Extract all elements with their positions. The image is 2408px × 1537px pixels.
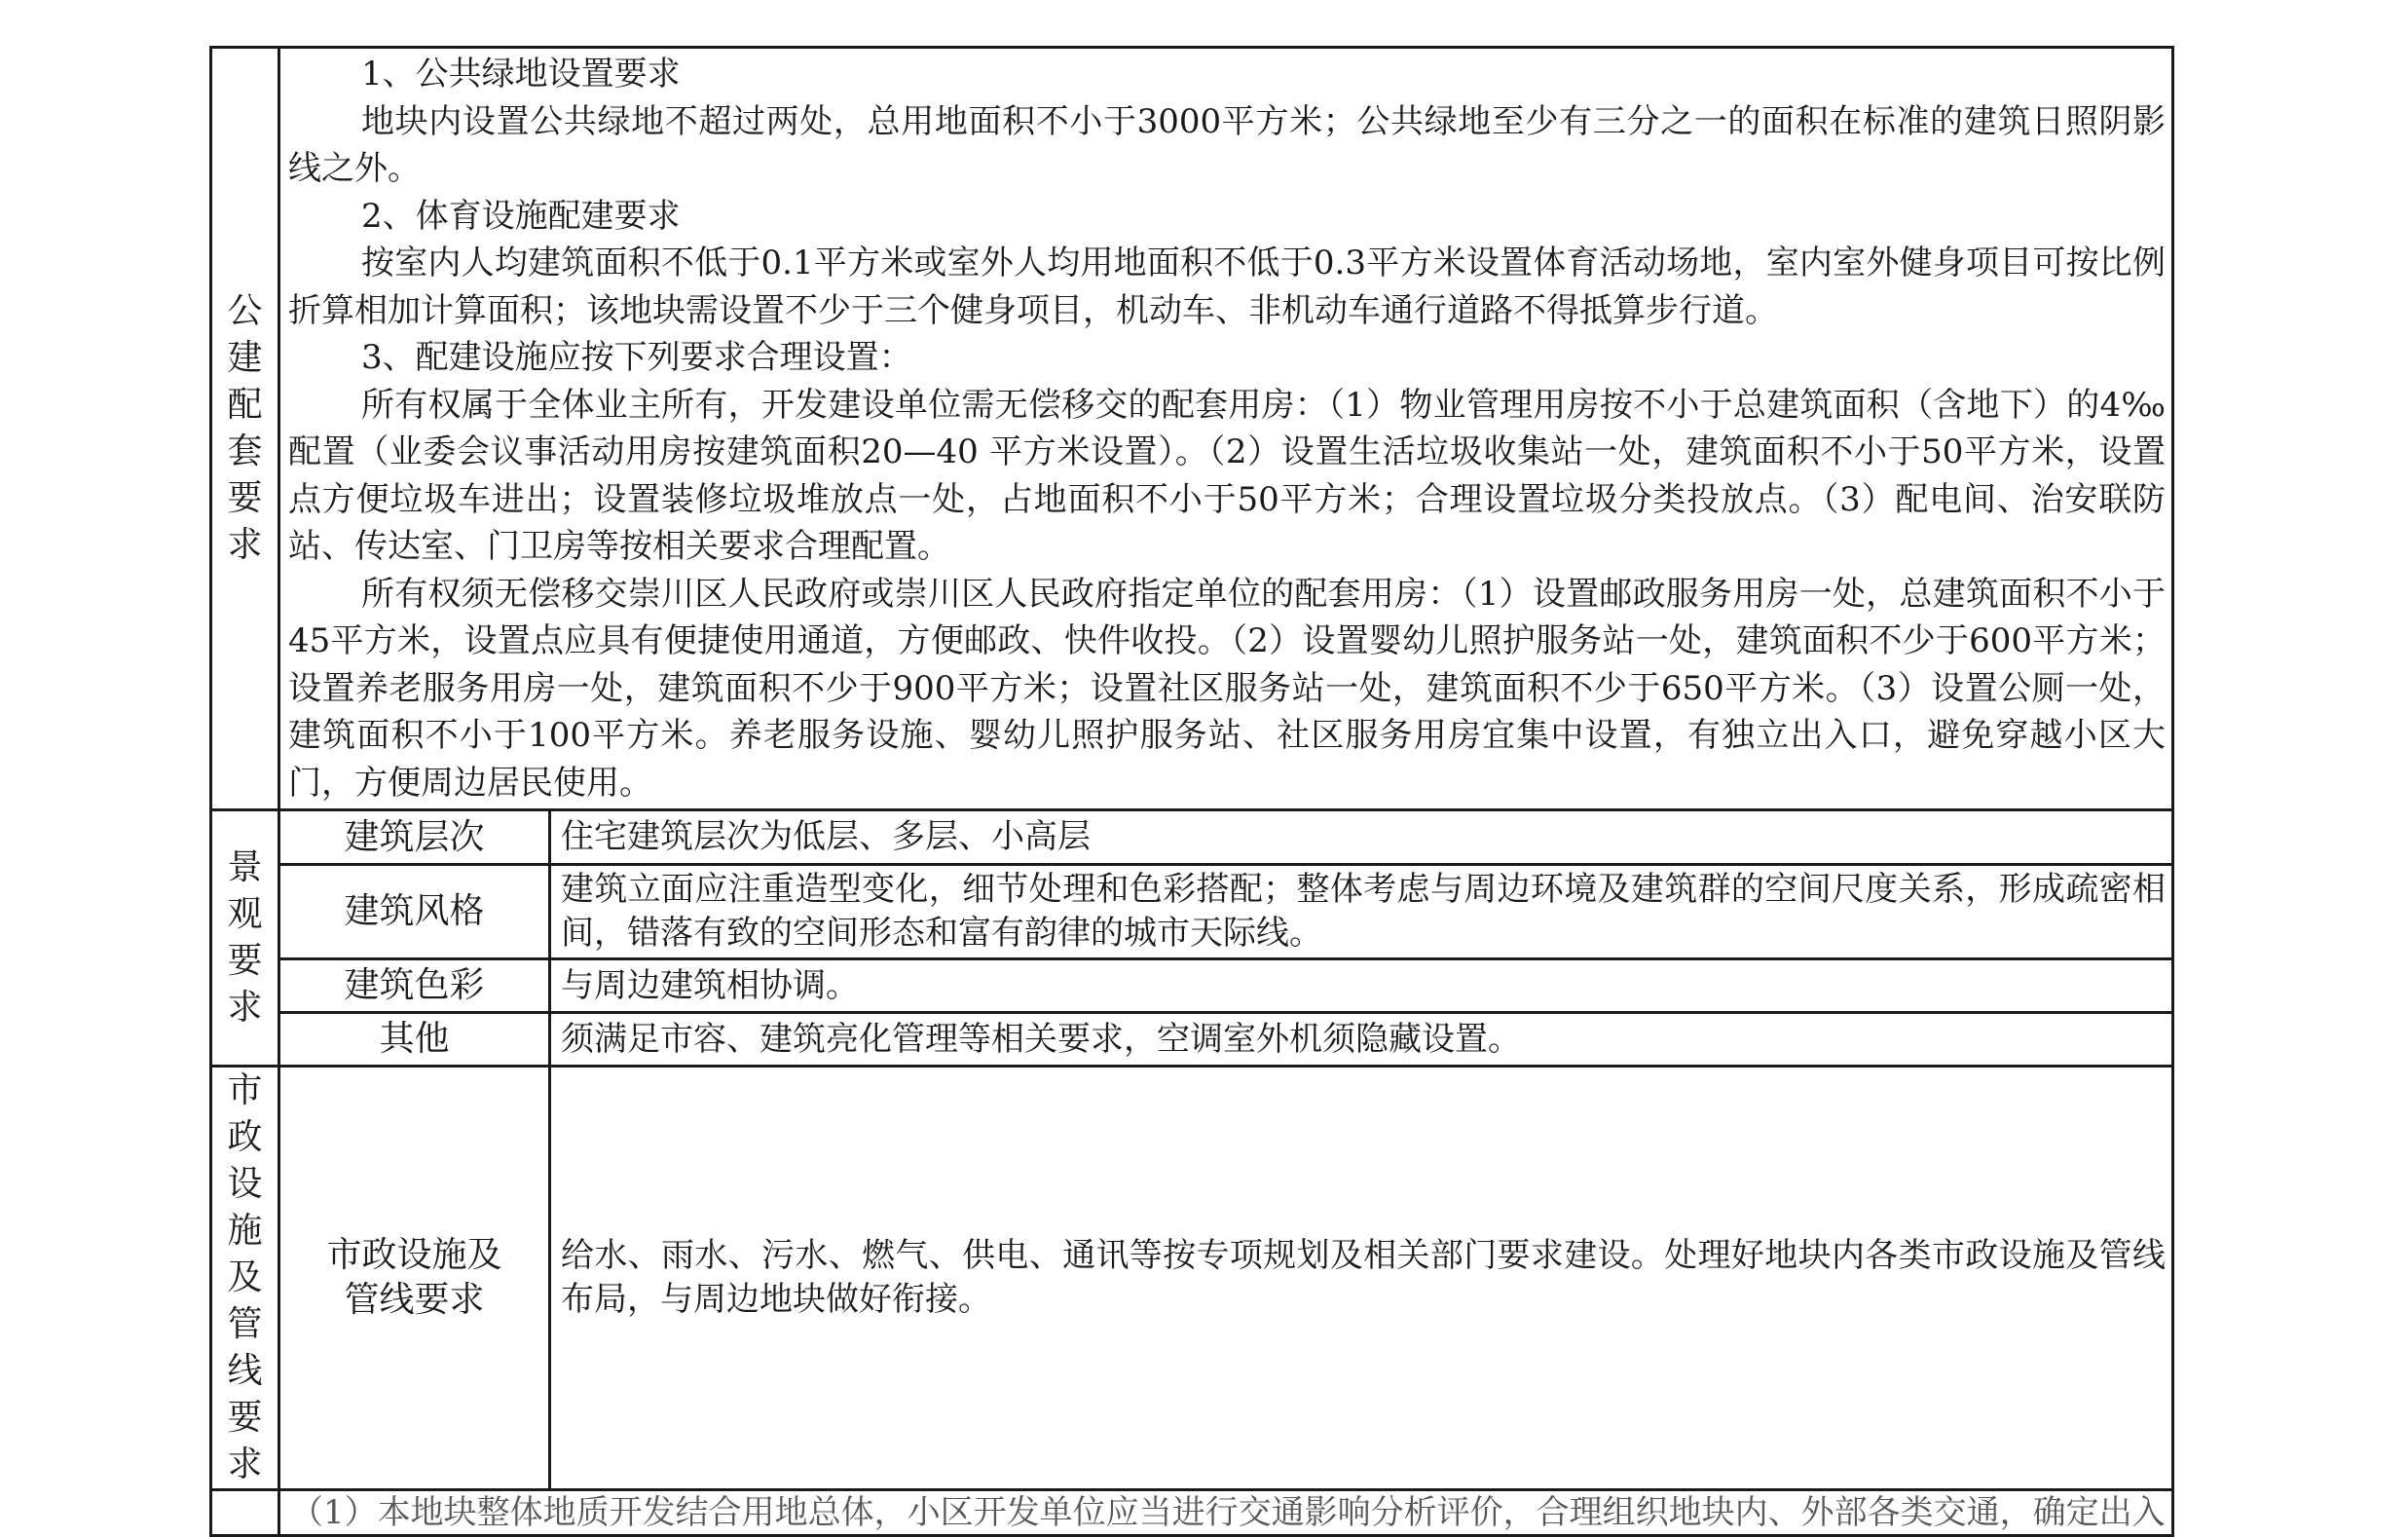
public-facilities-content <box>279 48 2173 810</box>
content-building-levels: 住宅建筑层次为低层、多层、小高层 <box>550 810 2173 865</box>
label-char: 设 <box>227 1164 263 1204</box>
label-char: 线 <box>227 1351 263 1391</box>
heading-green-space: 1、公共绿地设置要求 <box>361 55 681 94</box>
content-building-color: 与周边建筑相协调。 <box>550 959 2173 1013</box>
content-municipal-pipelines: 给水、雨水、污水、燃气、供电、通讯等按专项规划及相关部门要求建设。处理好地块内各类市政设施及管线布局，与周边地块做好衔接。 <box>550 1067 2173 1490</box>
landscape-row-1 <box>211 810 2173 865</box>
heading-sports: 2、体育设施配建要求 <box>361 196 681 236</box>
heading-facilities: 3、配建设施应按下列要求合理设置： <box>361 338 912 377</box>
label-char: 求 <box>227 988 263 1028</box>
paragraph-government-facilities: 所有权须无偿移交崇川区人民政府或崇川区人民政府指定单位的配套用房：（1）设置邮政服务用房一处，总建筑面积不小于45平方米，设置点应具有便捷使用通道，方便邮政、快件收投。（2）设置婴幼儿照护服务站一处，建筑面积不少于600平方米；设置养老服务用房一处，建筑面积不少于900平方米；设置社区服务站一处，建筑面积不少于650平方米。（3）设置公厕一处，建筑面积不小于100平方米。养老服务设施、婴幼儿照护服务站、社区服务用房宜集中设置，有独立出入口，避免穿越小区大门，方便周边居民使用。 <box>288 574 2167 803</box>
item-line: 市政设施及 <box>326 1235 502 1275</box>
landscape-label <box>211 810 279 1067</box>
public-facilities-row <box>211 48 2173 810</box>
item-municipal-pipelines <box>279 1067 550 1490</box>
label-char: 求 <box>227 525 263 565</box>
label-char: 要 <box>227 1398 263 1438</box>
item-other: 其他 <box>279 1013 550 1067</box>
label-char: 公 <box>227 291 263 331</box>
label-char: 施 <box>227 1211 263 1251</box>
item-building-levels: 建筑层次 <box>279 810 550 865</box>
label-char: 景 <box>227 847 263 887</box>
landscape-row-2 <box>211 865 2173 959</box>
label-char: 求 <box>227 1444 263 1484</box>
label-char: 配 <box>227 385 263 425</box>
label-char: 套 <box>227 431 263 471</box>
paragraph-owner-facilities: 所有权属于全体业主所有，开发建设单位需无偿移交的配套用房：（1）物业管理用房按不小于总建筑面积（含地下）的4‰配置（业委会议事活动用房按建筑面积20—40 平方米设置）。（2）设置生活垃圾收集站一处，建筑面积不小于50平方米，设置点方便垃圾车进出；设置装修垃圾堆放点一处，占地面积不小于50平方米；合理设置垃圾分类投放点。（3）配电间、治安联防站、传达室、门卫房等按相关要求合理配置。 <box>288 385 2167 566</box>
landscape-row-4 <box>211 1013 2173 1067</box>
cut-off-label-cell <box>211 1490 279 1536</box>
public-facilities-label <box>211 48 279 810</box>
label-char: 观 <box>227 894 263 934</box>
label-char: 管 <box>227 1304 263 1344</box>
municipal-row <box>211 1067 2173 1490</box>
label-char: 政 <box>227 1117 263 1157</box>
label-char: 建 <box>227 338 263 378</box>
label-char: 市 <box>227 1070 263 1110</box>
content-other: 须满足市容、建筑亮化管理等相关要求，空调室外机须隐藏设置。 <box>550 1013 2173 1067</box>
planning-requirements-table <box>209 46 2174 1537</box>
label-char: 要 <box>227 941 263 981</box>
content-building-style: 建筑立面应注重造型变化，细节处理和色彩搭配；整体考虑与周边环境及建筑群的空间尺度关系，形成疏密相间，错落有致的空间形态和富有韵律的城市天际线。 <box>550 865 2173 959</box>
item-line: 管线要求 <box>344 1280 485 1320</box>
municipal-label <box>211 1067 279 1490</box>
item-building-style: 建筑风格 <box>279 865 550 959</box>
landscape-row-3 <box>211 959 2173 1013</box>
cut-off-text: （1）本地块整体地质开发结合用地总体，小区开发单位应当进行交通影响分析评价，合理组织地块内、外部各类交通，确定出入 <box>279 1490 2173 1536</box>
paragraph-green-space: 地块内设置公共绿地不超过两处，总用地面积不小于3000平方米；公共绿地至少有三分之一的面积在标准的建筑日照阴影线之外。 <box>288 101 2167 188</box>
paragraph-sports: 按室内人均建筑面积不低于0.1平方米或室外人均用地面积不低于0.3平方米设置体育活动场地，室内室外健身项目可按比例折算相加计算面积；该地块需设置不少于三个健身项目，机动车、非机动车通行道路不得抵算步行道。 <box>288 244 2167 330</box>
item-building-color: 建筑色彩 <box>279 959 550 1013</box>
label-char: 及 <box>227 1257 263 1297</box>
label-char: 要 <box>227 478 263 518</box>
cut-off-row <box>211 1490 2173 1536</box>
